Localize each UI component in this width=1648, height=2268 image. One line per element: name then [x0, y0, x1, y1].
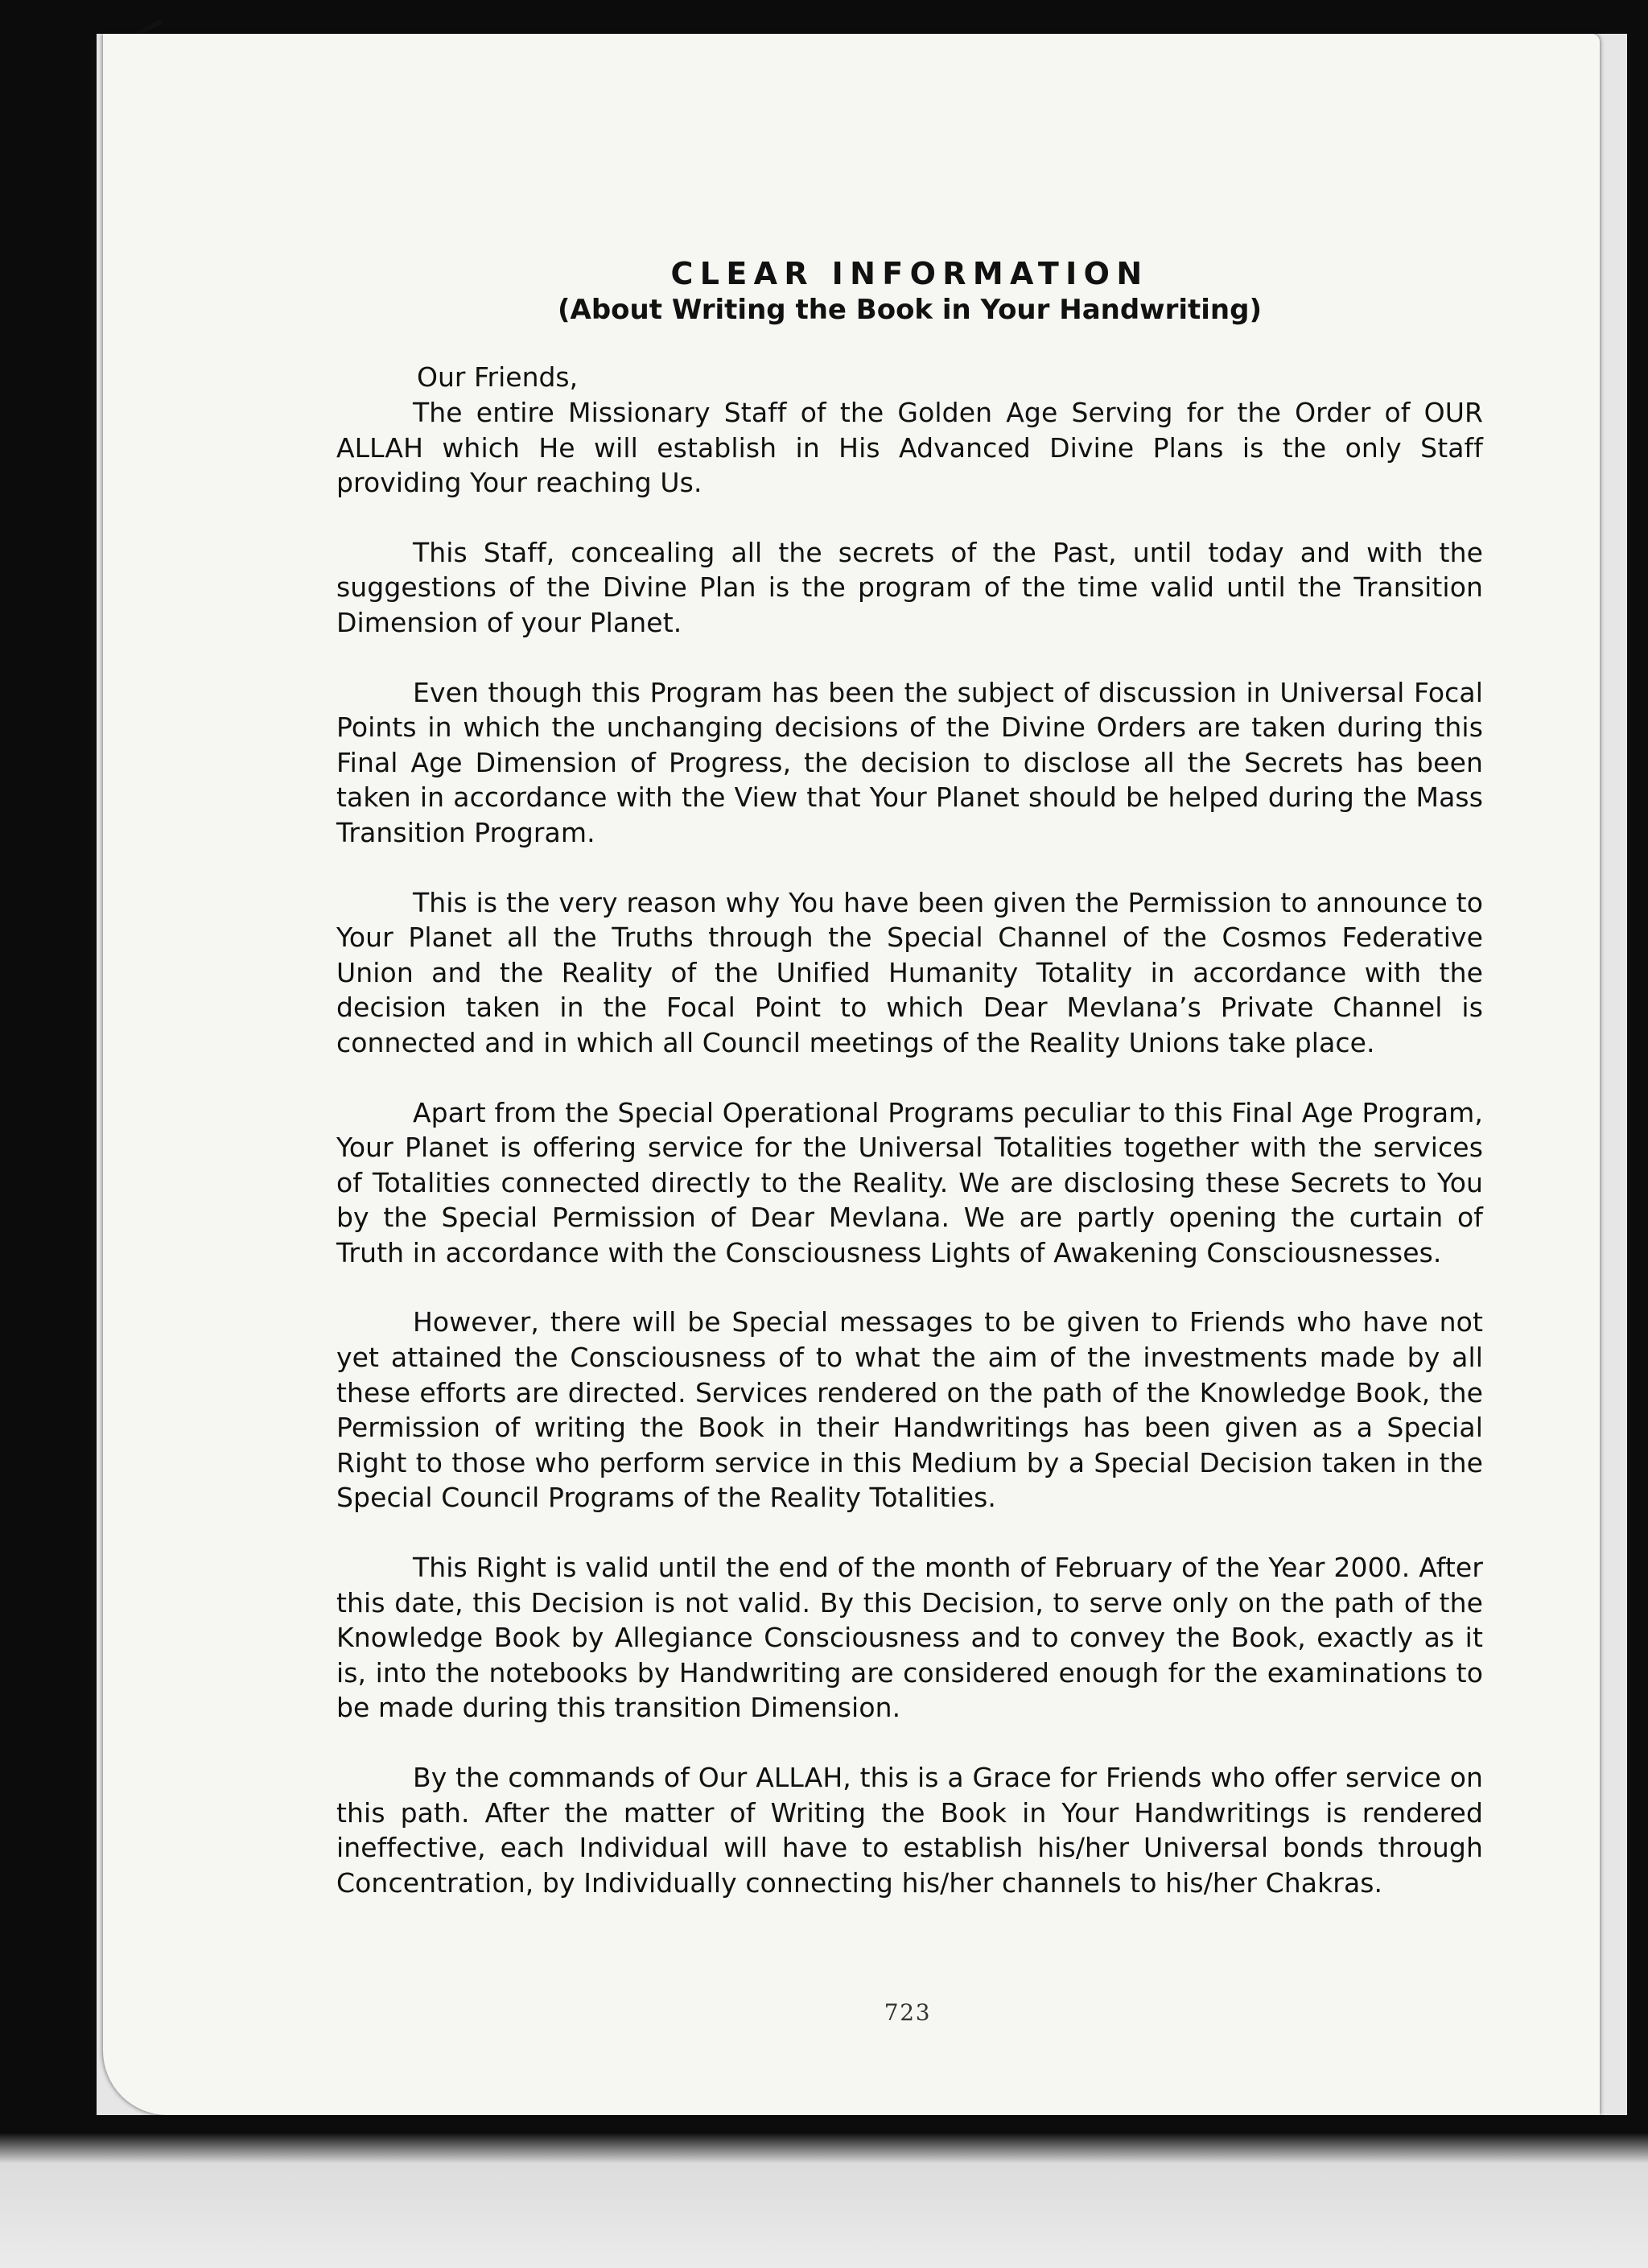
- paragraph-3: Even though this Program has been the subject of discussion in Universal Focal Points in which the unchanging decisions of the Divine Orders are taken during this Final Age Dimension of Progress, the decision to disclose all the Secrets has been taken in accordance with the View that Your Planet should be helped during the Mass Transition Program.: [336, 676, 1483, 848]
- scan-border-top: [0, 0, 1648, 34]
- scan-border-bottom: [0, 2115, 1648, 2268]
- paragraph-4: This is the very reason why You have been given the Permission to announce to Your Planet all the Truths through the Special Channel of the Cosmos Federative Union and the Reality of the Unified Humanity Totality in accordance with the decision taken in the Focal Point to which Dear Mevlana’s Private Channel is connected and in which all Council meetings of the Reality Unions take place.: [336, 886, 1483, 1058]
- paragraph-1: The entire Missionary Staff of the Golden Age Serving for the Order of OUR ALLAH which He will establish in His Advanced Divine Plans is the only Staff providing Your reaching Us.: [336, 397, 1483, 499]
- paragraph-2: This Staff, concealing all the secrets of the Past, until today and with the suggestions of the Divine Plan is the program of the time valid until the Transition Dimension of your Planet.: [336, 536, 1483, 638]
- scan-border-left: [0, 0, 97, 2268]
- document-title: CLEAR INFORMATION: [670, 256, 1149, 291]
- paragraph-5: Apart from the Special Operational Programs peculiar to this Final Age Program, Your Planet is offering service for the Universal Totalities together with the services of Totalities connected directly to the Reality. We are disclosing these Secrets to You by the Special Permission of Dear Mevlana. We are partly opening the curtain of Truth in accordance with the Consciousness Lights of Awakening Consciousnesses.: [336, 1096, 1483, 1268]
- page-number: 723: [884, 1999, 932, 2026]
- paragraph-6: However, there will be Special messages to be given to Friends who have not yet attained the Consciousness of to what the aim of the investments made by all these efforts are directed. Services rendered on the path of the Knowledge Book, the Permission of writing the Book in their Handwritings has been given as a Special Right to those who perform service in this Medium by a Special Decision taken in the Special Council Programs of the Reality Totalities.: [336, 1306, 1483, 1514]
- document-page: [103, 34, 1600, 2115]
- paragraph-7: This Right is valid until the end of the month of February of the Year 2000. After this date, this Decision is not valid. By this Decision, to serve only on the path of the Knowledge Book by Allegiance Consciousness and to convey the Book, exactly as it is, into the notebooks by Handwriting are considered enough for the examinations to be made during this transition Dimension.: [336, 1552, 1483, 1724]
- salutation: Our Friends,: [417, 361, 579, 393]
- paragraph-8: By the commands of Our ALLAH, this is a Grace for Friends who offer service on this path. After the matter of Writing the Book in Your Handwritings is rendered ineffective, each Individual will have to establish his/her Universal bonds through Concentration, by Individually connecting his/her channels to his/her Chakras.: [336, 1762, 1483, 1899]
- page-content: [336, 255, 1483, 1935]
- document-subtitle: (About Writing the Book in Your Handwriting): [557, 294, 1263, 326]
- scan-border-right: [1627, 0, 1648, 2268]
